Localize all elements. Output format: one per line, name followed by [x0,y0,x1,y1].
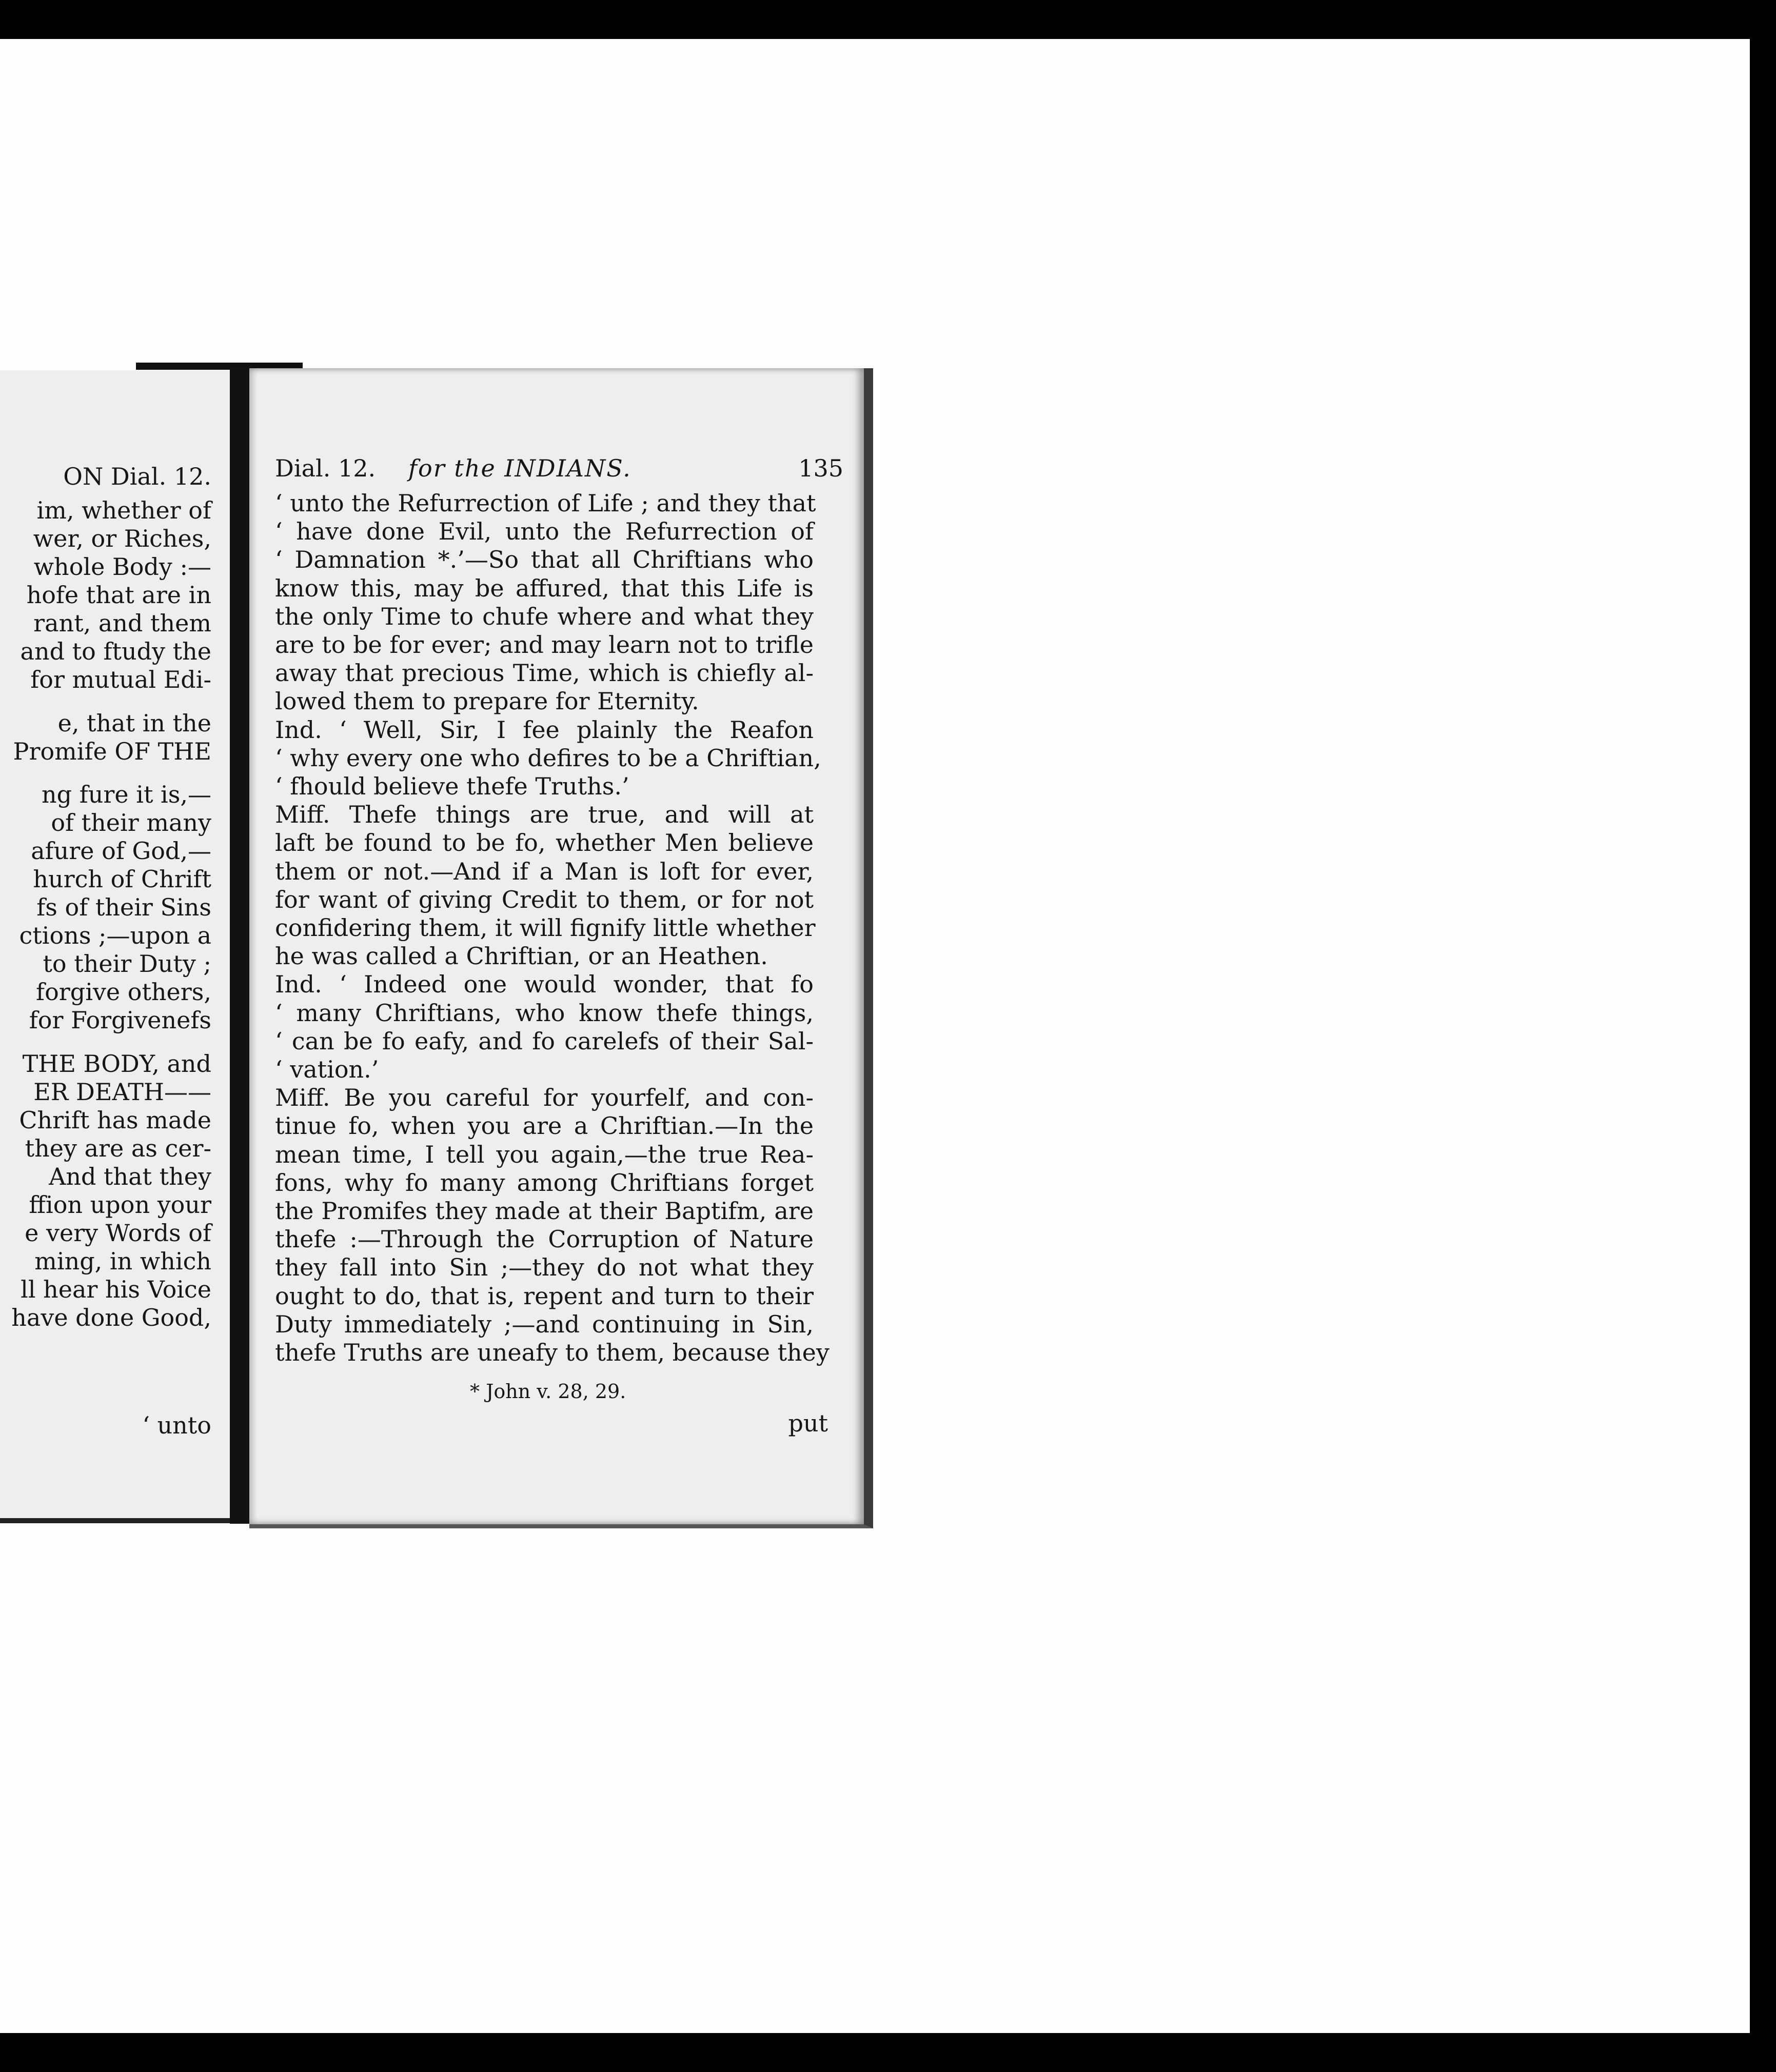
left-page [0,370,230,1523]
left-text-line: e very Words of [25,1219,211,1247]
body-text-line: they fall into Sin ;—they do not what they [275,1253,814,1281]
left-text-line: forgive others, [36,978,211,1006]
body-text-line: laft be found to be fo, whether Men believe [275,829,814,856]
body-text-line: the only Time to chufe where and what they [275,603,814,630]
body-text-line: tinue fo, when you are a Chriftian.—In the [275,1112,814,1140]
body-text-line: them or not.—And if a Man is loft for ever, [275,858,814,885]
left-text-line: ng fure it is,— [42,781,211,808]
left-text-line: have done Good, [11,1304,211,1331]
left-text-line: And that they [49,1163,211,1190]
left-catchword: ‘ unto [142,1411,211,1439]
book-gutter [230,367,250,1524]
left-text-line: afure of God,— [31,837,211,865]
body-text-line: Duty immediately ;—and continuing in Sin, [275,1310,814,1338]
left-text-line: ctions ;—upon a [19,922,211,949]
left-text-line: Chrift has made [19,1106,211,1134]
left-text-line: e, that in the [57,709,211,737]
left-text-line: for Forgivenefs [29,1006,211,1034]
body-text-line: away that precious Time, which is chiefly al- [275,659,814,687]
body-text-line: confidering them, it will fignify little whether [275,914,816,942]
body-text-line: thefe :—Through the Corruption of Nature [275,1225,814,1253]
film-border [1750,39,1776,2033]
left-text-line: ll hear his Voice [21,1276,211,1303]
running-head-title: for the INDIANS. [408,454,632,482]
body-text-line: fons, why fo many among Chriftians forget [275,1169,814,1197]
body-text-line: ‘ unto the Refurrection of Life ; and they that [275,489,816,517]
body-text-line: ‘ Damnation *.’—So that all Chriftians who [275,546,814,573]
body-text-line: ‘ many Chriftians, who know thefe things, [275,999,814,1027]
left-text-line: hurch of Chrift [33,865,211,893]
page-number: 135 [798,454,843,482]
body-text-line: lowed them to prepare for Eternity. [275,687,699,715]
left-text-line: ming, in which [34,1247,211,1275]
running-head-dial: Dial. 12. [275,454,376,482]
body-text-line: Ind. ‘ Well, Sir, I fee plainly the Reafon [275,716,814,744]
body-text-line: ‘ can be fo eafy, and fo carelefs of their Sal- [275,1027,814,1055]
left-text-line: rant, and them [33,609,211,637]
body-text-line: ‘ fhould believe thefe Truths.’ [275,772,629,800]
body-text-line: ‘ vation.’ [275,1055,379,1083]
body-text-line: mean time, I tell you again,—the true Rea- [275,1141,814,1168]
body-text-line: for want of giving Credit to them, or for not [275,886,814,913]
left-text-line: im, whether of [36,496,211,524]
body-text-line: ought to do, that is, repent and turn to their [275,1282,814,1310]
body-text-line: the Promifes they made at their Baptifm, are [275,1197,814,1225]
footnote: * John v. 28, 29. [470,1380,626,1403]
left-text-line: ffion upon your [29,1191,211,1219]
left-text-line: wer, or Riches, [33,525,211,552]
body-text-line: he was called a Chriftian, or an Heathen. [275,942,768,970]
right-page [249,368,873,1528]
body-text-line: ‘ have done Evil, unto the Refurrection of [275,517,814,545]
left-text-line: Promife OF THE [13,738,211,765]
body-text-line: Ind. ‘ Indeed one would wonder, that fo [275,970,814,998]
right-catchword: put [788,1409,828,1437]
left-text-line: hofe that are in [26,581,211,609]
body-text-line: ‘ why every one who defires to be a Chriftian, [275,744,821,772]
body-text-line: thefe Truths are uneafy to them, because they [275,1339,830,1366]
left-text-line: to their Duty ; [43,950,211,978]
left-text-line: fs of their Sins [36,893,211,921]
left-text-line: and to ftudy the [20,637,211,665]
left-running-head: ON Dial. 12. [63,463,211,490]
left-text-line: of their many [51,809,211,836]
left-text-line: they are as cer- [25,1134,211,1162]
left-text-line: whole Body :— [33,553,211,581]
body-text-line: Miff. Thefe things are true, and will at [275,801,814,828]
body-text-line: are to be for ever; and may learn not to trifle [275,631,814,659]
left-text-line: THE BODY, and [22,1050,211,1078]
left-text-line: for mutual Edi- [30,666,211,693]
body-text-line: Miff. Be you careful for yourfelf, and con- [275,1084,814,1111]
left-text-line: ER DEATH—— [33,1078,211,1106]
body-text-line: know this, may be affured, that this Life is [275,574,814,602]
